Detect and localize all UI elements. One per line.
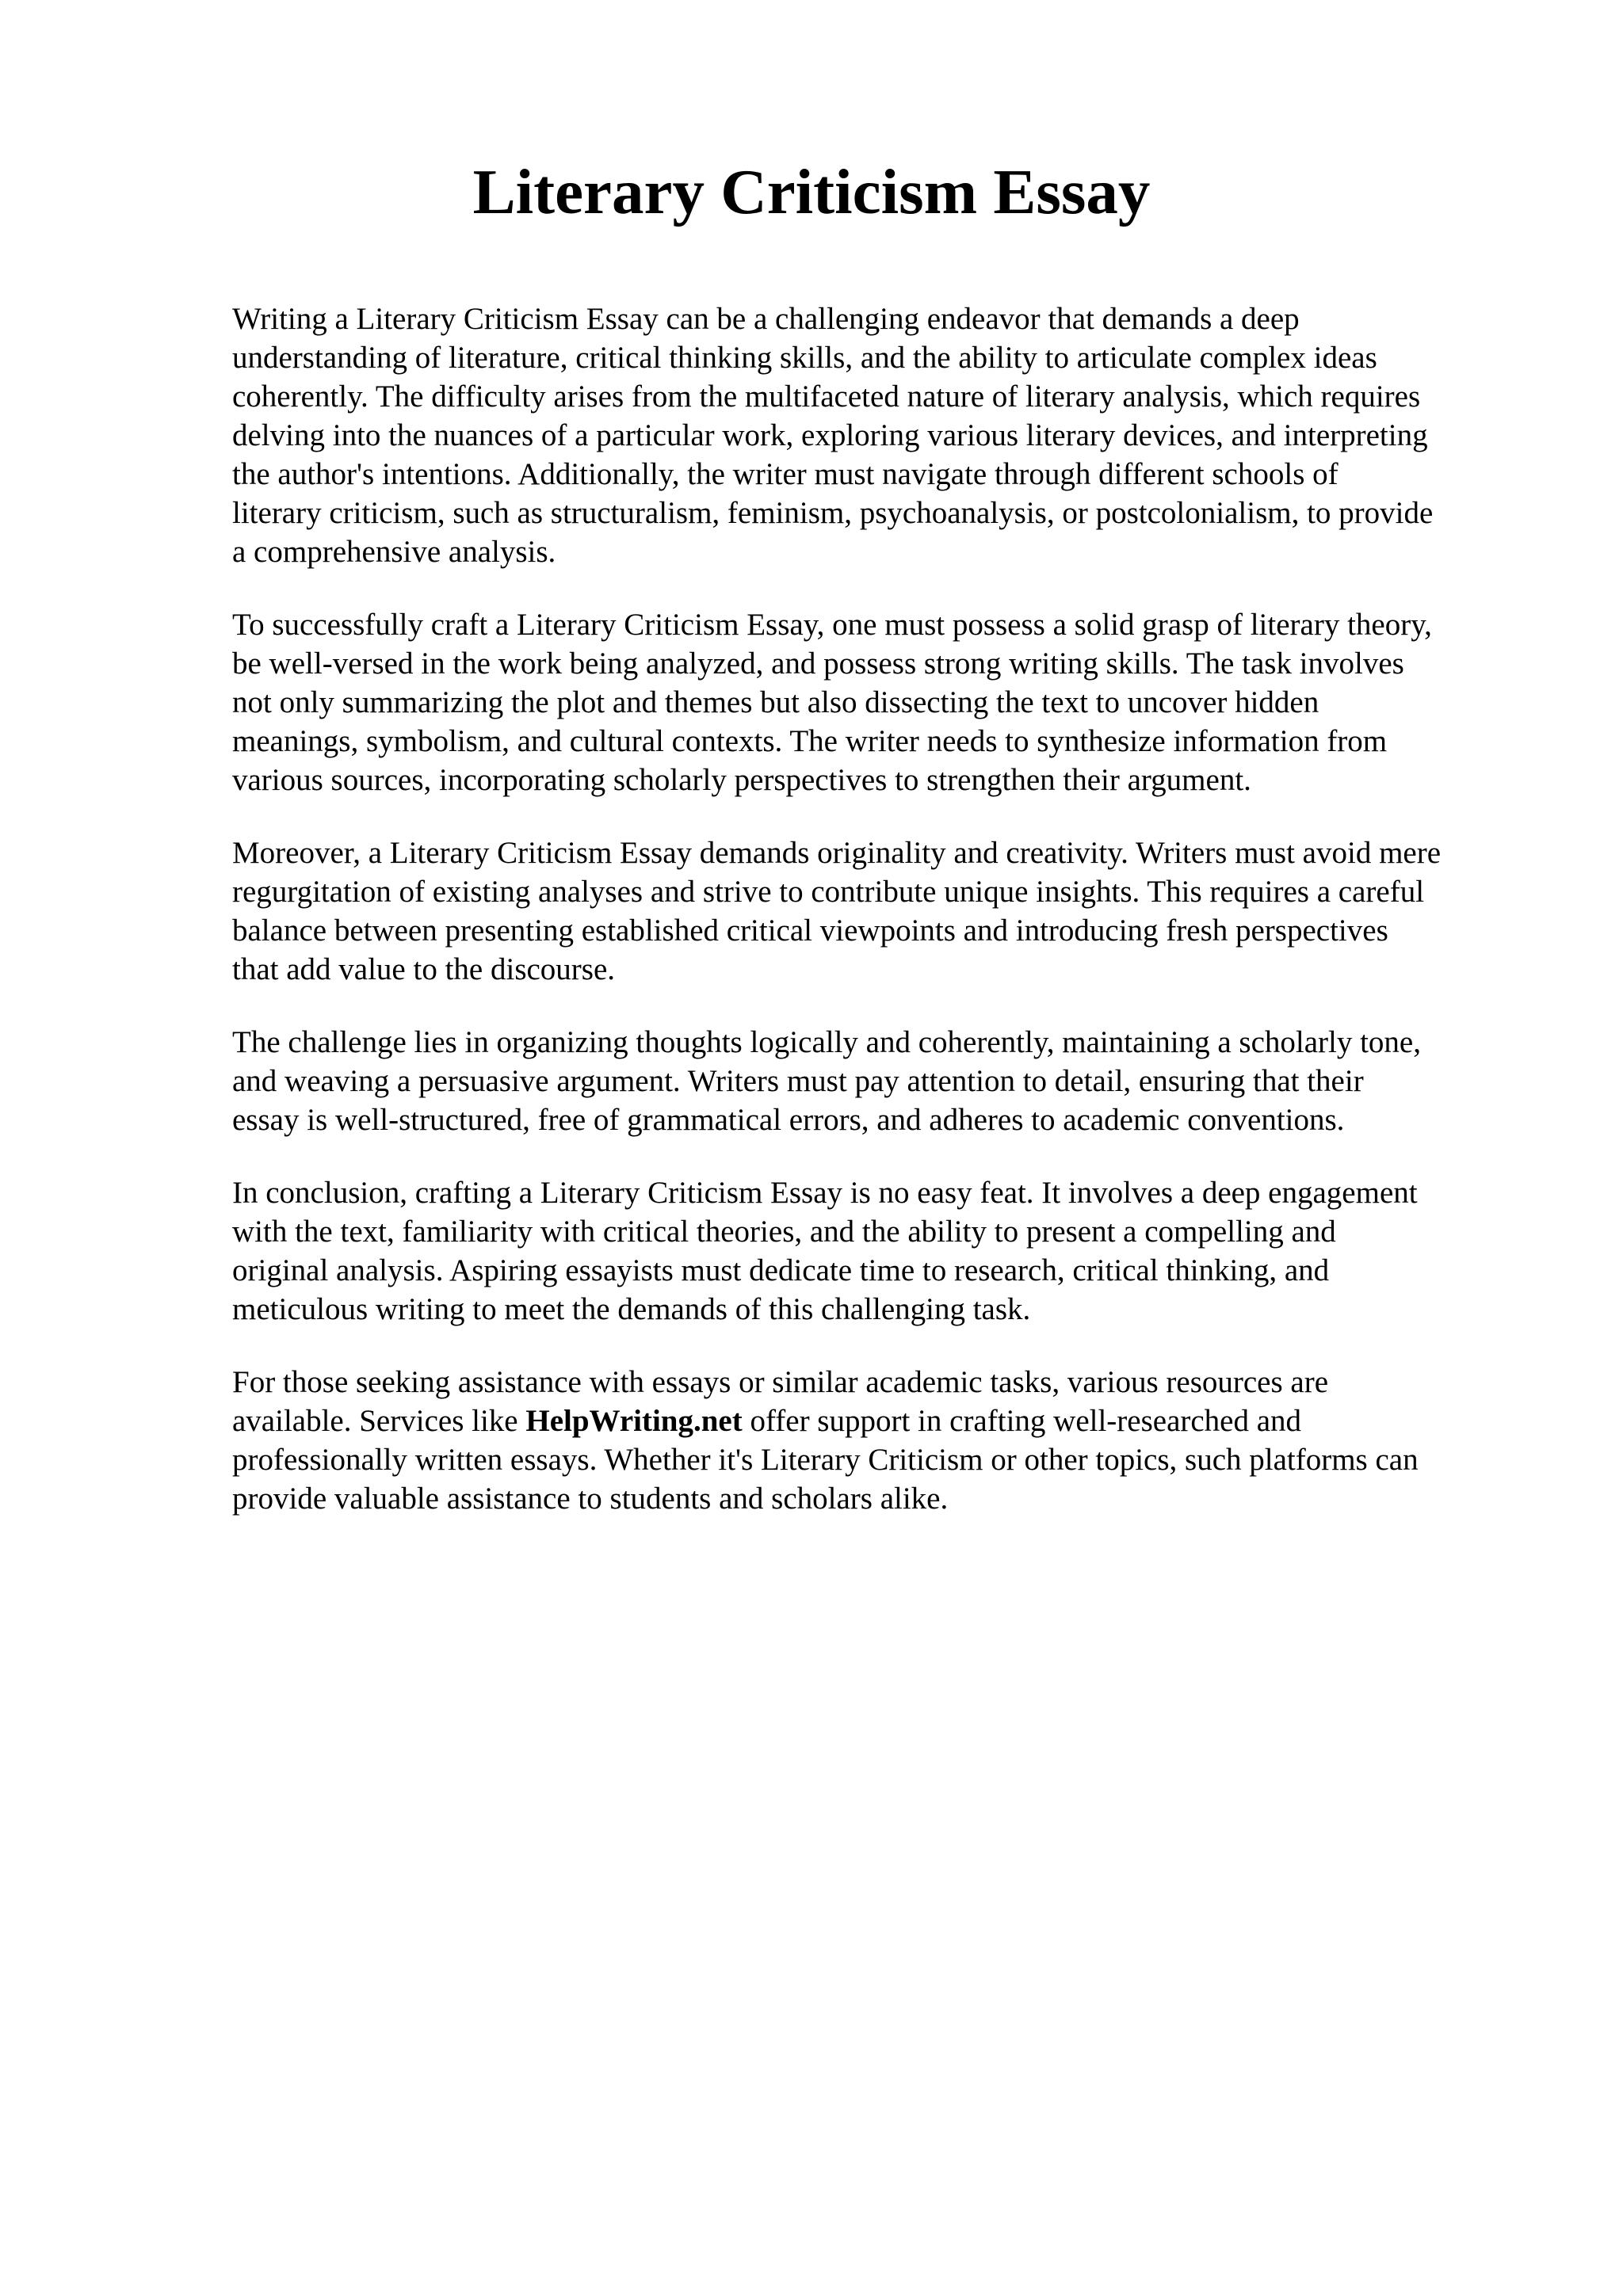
paragraph-4 — [232, 1023, 1532, 1139]
text-line: professionally written essays. Whether it's Literary Criticism or other topics, such platforms can — [232, 1443, 1419, 1477]
text-line: To successfully craft a Literary Criticism Essay, one must possess a solid grasp of literary theory, — [232, 608, 1432, 642]
text-line: essay is well-structured, free of grammatical errors, and adheres to academic conventions. — [232, 1103, 1345, 1137]
text-line: For those seeking assistance with essays or similar academic tasks, various resources are — [232, 1365, 1329, 1399]
text-line: a comprehensive analysis. — [232, 535, 556, 569]
paragraph-3 — [232, 833, 1532, 989]
text-line: provide valuable assistance to students and scholars alike. — [232, 1482, 949, 1516]
brand-link-helpwriting[interactable]: HelpWriting.net — [525, 1404, 743, 1438]
text-line: meanings, symbolism, and cultural contexts. The writer needs to synthesize information from — [232, 724, 1388, 758]
text-line: In conclusion, crafting a Literary Criticism Essay is no easy feat. It involves a deep engagement — [232, 1176, 1418, 1210]
text-line: original analysis. Aspiring essayists must dedicate time to research, critical thinking, and — [232, 1253, 1330, 1287]
text-line: that add value to the discourse. — [232, 952, 616, 986]
text-line: Writing a Literary Criticism Essay can be a challenging endeavor that demands a deep — [232, 302, 1300, 336]
paragraph-5 — [232, 1173, 1532, 1329]
text-line: literary criticism, such as structuralism, feminism, psychoanalysis, or postcolonialism, to provide — [232, 496, 1434, 530]
text-line: not only summarizing the plot and themes but also dissecting the text to uncover hidden — [232, 685, 1319, 719]
text-line: meticulous writing to meet the demands of this challenging task. — [232, 1292, 1031, 1326]
text-line: understanding of literature, critical thinking skills, and the ability to articulate complex ideas — [232, 341, 1377, 375]
text-line: coherently. The difficulty arises from the multifaceted nature of literary analysis, which requires — [232, 379, 1421, 414]
text-line: various sources, incorporating scholarly perspectives to strengthen their argument. — [232, 763, 1251, 797]
paragraph-1 — [232, 299, 1532, 571]
text-line: regurgitation of existing analyses and strive to contribute unique insights. This requires a careful — [232, 875, 1425, 909]
paragraph-6 — [232, 1363, 1532, 1518]
text-line: with the text, familiarity with critical theories, and the ability to present a compelling and — [232, 1215, 1336, 1249]
paragraph-2 — [232, 605, 1532, 799]
page-title: Literary Criticism Essay — [472, 156, 1151, 227]
text-line: be well-versed in the work being analyzed, and possess strong writing skills. The task involves — [232, 646, 1404, 681]
text-line: The challenge lies in organizing thoughts logically and coherently, maintaining a scholarly tone, — [232, 1025, 1421, 1059]
text-line: Moreover, a Literary Criticism Essay demands originality and creativity. Writers must avoid mere — [232, 836, 1442, 870]
text-line: and weaving a persuasive argument. Writers must pay attention to detail, ensuring that their — [232, 1064, 1364, 1098]
essay-body — [232, 299, 1532, 1552]
text-line: the author's intentions. Additionally, the writer must navigate through different schools of — [232, 457, 1338, 491]
text-line: delving into the nuances of a particular work, exploring various literary devices, and interpreting — [232, 418, 1428, 452]
text-segment: available. Services like — [232, 1404, 526, 1438]
text-line — [232, 1402, 1532, 1440]
text-line: balance between presenting established critical viewpoints and introducing fresh perspectives — [232, 913, 1388, 948]
text-segment: offer support in crafting well-researched and — [742, 1404, 1302, 1438]
